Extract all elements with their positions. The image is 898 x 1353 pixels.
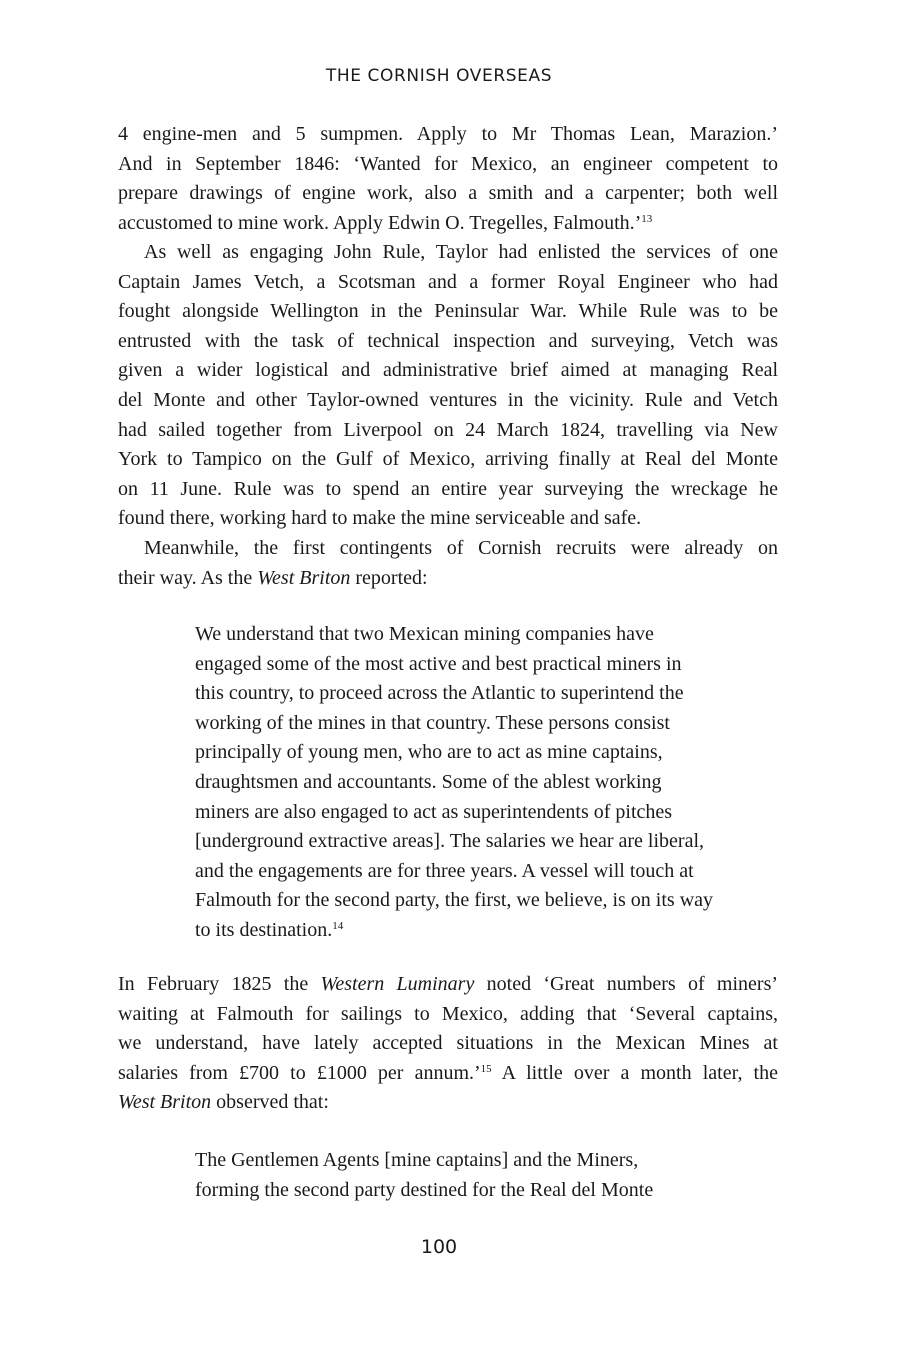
text-line: found there, working hard to make the mine serviceable and safe.	[118, 507, 642, 530]
text-line	[118, 1088, 778, 1118]
paragraph-4	[118, 970, 778, 1118]
text-line: and the engagements are for three years. A vessel will touch at	[195, 859, 694, 882]
running-head: THE CORNISH OVERSEAS	[325, 66, 553, 86]
text-line: prepare drawings of engine work, also a smith and a carpenter; both well	[118, 182, 778, 205]
text-fragment: reported:	[350, 566, 428, 589]
text-line: del Monte and other Taylor-owned ventures in the vicinity. Rule and Vetch	[118, 388, 778, 411]
text-fragment: observed that:	[211, 1091, 329, 1114]
paragraph-2	[118, 238, 778, 534]
text-line: York to Tampico on the Gulf of Mexico, arriving finally at Real del Monte	[118, 448, 778, 471]
text-line: engaged some of the most active and best practical miners in	[195, 652, 682, 675]
page-number: 100	[420, 1236, 458, 1258]
publication-title: Western Luminary	[320, 973, 475, 995]
footnote-ref-13: 13	[641, 212, 653, 225]
text-line: on 11 June. Rule was to spend an entire year surveying the wreckage he	[118, 477, 778, 500]
block-quote-1	[195, 620, 755, 946]
footnote-ref-14: 14	[332, 919, 344, 932]
text-line	[118, 1059, 778, 1089]
text-line: We understand that two Mexican mining companies have	[195, 623, 654, 645]
text-line: Meanwhile, the first contingents of Cornish recruits were already on	[144, 537, 778, 559]
text-line: forming the second party destined for the Real del Monte	[195, 1178, 654, 1201]
text-line: given a wider logistical and administrative brief aimed at managing Real	[118, 359, 778, 382]
text-line: working of the mines in that country. These persons consist	[195, 711, 670, 734]
text-line: Falmouth for the second party, the first, we believe, is on its way	[195, 889, 714, 912]
text-line: miners are also engaged to act as superintendents of pitches	[195, 800, 673, 823]
text-fragment: salaries from £700 to £1000 per annum.’	[118, 1061, 481, 1084]
text-line	[195, 916, 755, 946]
text-line: we understand, have lately accepted situations in the Mexican Mines at	[118, 1032, 778, 1055]
text-line	[118, 970, 778, 1000]
paragraph-3	[118, 534, 778, 593]
paragraph-1	[118, 120, 778, 238]
text-line: waiting at Falmouth for sailings to Mexico, adding that ‘Several captains,	[118, 1002, 778, 1025]
text-line: As well as engaging John Rule, Taylor had enlisted the services of one	[144, 241, 778, 263]
text-line: entrusted with the task of technical inspection and surveying, Vetch was	[118, 329, 778, 352]
footnote-ref-15: 15	[480, 1062, 492, 1075]
text-line: fought alongside Wellington in the Peninsular War. While Rule was to be	[118, 300, 778, 323]
text-fragment: accustomed to mine work. Apply Edwin O. Tregelles, Falmouth.’	[118, 211, 642, 234]
text-fragment: noted ‘Great numbers of miners’	[474, 973, 779, 995]
text-line: this country, to proceed across the Atlantic to superintend the	[195, 682, 684, 705]
text-line: The Gentlemen Agents [mine captains] and the Miners,	[195, 1149, 639, 1171]
text-line: principally of young men, who are to act as mine captains,	[195, 741, 663, 764]
text-line: [underground extractive areas]. The salaries we hear are liberal,	[195, 830, 705, 853]
text-line: had sailed together from Liverpool on 24 March 1824, travelling via New	[118, 418, 778, 441]
text-fragment: A little over a month later, the	[491, 1061, 778, 1084]
text-line	[118, 209, 778, 239]
text-line	[118, 564, 778, 594]
publication-title: West Briton	[118, 1091, 212, 1114]
publication-title: West Briton	[257, 566, 351, 589]
text-fragment: In February 1825 the	[118, 973, 321, 995]
text-line: 4 engine-men and 5 sumpmen. Apply to Mr Thomas Lean, Marazion.’	[118, 123, 778, 145]
text-line: Captain James Vetch, a Scotsman and a former Royal Engineer who had	[118, 270, 778, 293]
text-fragment: their way. As the	[118, 566, 258, 589]
text-fragment: to its destination.	[195, 918, 333, 941]
text-line: draughtsmen and accountants. Some of the ablest working	[195, 770, 662, 793]
text-line: And in September 1846: ‘Wanted for Mexico, an engineer competent to	[118, 152, 778, 175]
block-quote-2	[195, 1146, 755, 1205]
